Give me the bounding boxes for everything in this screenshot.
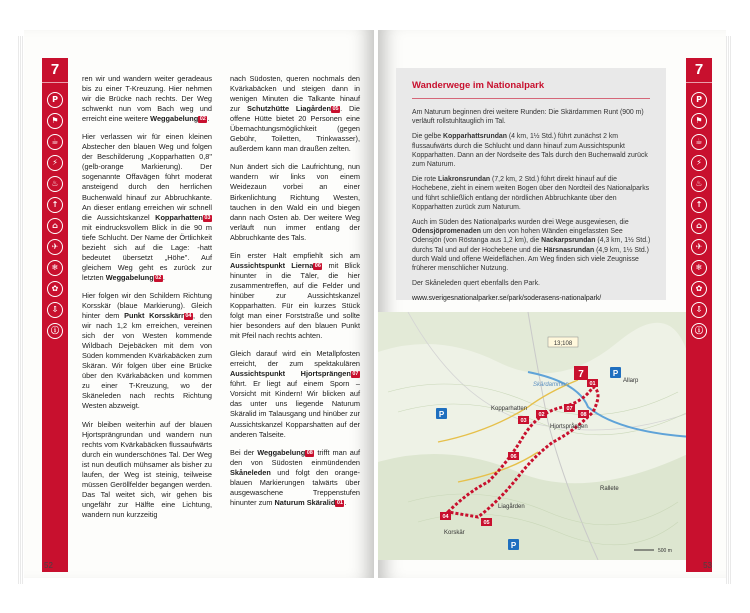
- plane-icon: ✈: [691, 239, 707, 255]
- road-number-label: 13;108: [553, 341, 573, 347]
- trail-name: Härsnasrundan: [543, 246, 595, 254]
- flag-icon: ⚑: [691, 113, 707, 129]
- waypoint-04: 04: [442, 514, 449, 520]
- waypoint-tag: 04: [185, 313, 192, 320]
- hotspring-icon: ♨: [47, 176, 63, 192]
- info-paragraph: [412, 279, 652, 288]
- plane-icon: ✈: [47, 239, 63, 255]
- left-icon-column: [42, 92, 68, 344]
- info-box-title: Wanderwege im Nationalpark: [412, 80, 545, 91]
- paragraph: [82, 291, 212, 412]
- info-box-body: [412, 108, 652, 310]
- flower-icon: ✿: [47, 281, 63, 297]
- website-link[interactable]: www.sverigesnationalparker.se/park/soderasens-nationalpark/: [412, 295, 602, 303]
- text-run: Hier verlassen wir für einen kleinen Abstecher den blauen Weg und folgen der Beschilderung „Kopparhatten 0,8" (gelb-orange Markierung). Der sogenannte Offavägen führt moderat ansteigend durch den herrlichen Buchenwald hinauf zur Abbruchkante. An dieser entlang erreichen wir schnell die Aussichtskanzel: [82, 132, 212, 222]
- bold-place-name: Weggabelung: [257, 447, 306, 457]
- waypoint-tag: 01: [336, 499, 343, 506]
- lightning-icon: ⚡: [47, 155, 63, 171]
- paragraph: [230, 74, 360, 154]
- map-label-korskar: Korskär: [444, 530, 465, 536]
- page-edge-right: [726, 36, 732, 584]
- bold-place-name: Aussichtspunkt Lierna: [230, 260, 314, 270]
- right-page: [378, 30, 726, 578]
- bold-place-name: Weggabelung: [105, 272, 154, 282]
- chapter-number: 7: [42, 58, 68, 83]
- download-icon: ⇩: [47, 302, 63, 318]
- text-run: um den von hohen Wänden eingefassten See Odensjön (von Röstanga aus 1,2 km), die: [412, 228, 623, 245]
- map-scale: 500 m: [658, 548, 672, 554]
- info-paragraph: [412, 108, 652, 126]
- bold-place-name: Naturum Skäralid: [274, 497, 336, 507]
- cafe-icon: ☕: [691, 134, 707, 150]
- text-run: ren wir und wandern weiter geradeaus bis zu einer T-Kreuzung. Hier nehmen wir die Brücke nach rechts. Der Weg schwenkt nun vom Bach weg und erreicht eine weitere: [82, 74, 212, 124]
- parking-icon: P: [438, 410, 445, 419]
- route-map: [378, 312, 692, 560]
- paragraph: [82, 74, 212, 124]
- waypoint-05: 05: [483, 520, 490, 526]
- bold-place-name: Skåneleden: [230, 467, 271, 477]
- snow-icon: ❄: [691, 260, 707, 276]
- hut-icon: ⌂: [691, 218, 707, 234]
- paragraph: [230, 162, 360, 242]
- text-run: (4,9 km, 1½ Std.) durch Wald und offene Weideflächen. Am Weg finden sich viele Zeugnisse früherer menschlicher Nutzung.: [412, 246, 649, 273]
- parking-icon: P: [612, 369, 619, 378]
- waypoint-06: 06: [510, 454, 517, 460]
- title-rule: [412, 98, 650, 99]
- paragraph: [82, 132, 212, 283]
- text-run: Die gelbe: [412, 133, 444, 141]
- waypoint-07: 07: [566, 406, 573, 412]
- text-run: Die rote: [412, 176, 439, 184]
- text-run: Bei der: [230, 447, 258, 457]
- hut-icon: ⌂: [47, 218, 63, 234]
- info-paragraph: [412, 294, 652, 303]
- waypoint-tag: 06: [314, 262, 321, 269]
- waypoint-tag: 08: [306, 449, 313, 456]
- paragraph: [230, 349, 360, 439]
- parking-icon: P: [47, 92, 63, 108]
- info-paragraph: [412, 175, 652, 212]
- text-run: nach Südosten, queren nochmals den Kvärkabäcken und steigen dann in wenigen Minuten die Talkante hinauf zur: [230, 74, 360, 114]
- map-label-allarp: Allarp: [623, 378, 639, 384]
- map-label-rallete: Rallete: [600, 486, 619, 492]
- left-chapter-sidebar: [42, 58, 68, 572]
- map-label-kopparhatten: Kopparhatten: [491, 406, 528, 412]
- text-run: (4 km, 1½ Std.) führt zunächst 2 km flussaufwärts durch die Schlucht und dann hinauf zum Aussichtspunkt Kopparhatten. Dann an der Nordseite des Tals durch den Buchenwald zurück zum Naturum.: [412, 133, 648, 169]
- text-run: Nun ändert sich die Laufrichtung, nun wandern wir links von einem Weidezaun vorbei an einer Birkenlichtung Richtung Westen, tauchen in den Wald ein und biegen dann nach Osten ab. Der weitere Weg verläuft nun immer entlang der Abbruchkante des Tals.: [230, 162, 360, 242]
- download-icon: ⇩: [691, 302, 707, 318]
- trail-name: Odensjöpromenaden: [412, 228, 481, 236]
- text-run: (7,2 km, 2 Std.) führt direkt hinauf auf die Hochebene, zieht in einem weiten Bogen über den Nordteil des Nationalparks und führt schließlich entlang der nördlichen Abbruchkante über den Kopparhatten zurück zum Naturum.: [412, 176, 650, 211]
- info-paragraph: [412, 218, 652, 273]
- map-label-skardammen: Skärdammen: [533, 382, 569, 388]
- chapter-number: 7: [686, 58, 712, 83]
- page-number-right: 53: [703, 561, 712, 570]
- text-run: trifft man auf den von Südosten einmündenden: [230, 447, 360, 467]
- right-chapter-sidebar: [686, 58, 712, 572]
- waypoint-01: 01: [589, 381, 596, 387]
- text-run: Wir bleiben weiterhin auf der blauen Hjortsprängrundan und wandern nun rechts vom Kvärkabäcken flussaufwärts durch ein wunderschönes Tal. Der Weg ist nun deutlich mühsamer als bisher zu laufen, der Weg ist steinig, teilweise müssen Geröllfelder begangen werden. Das Tal weitet sich, wir gehen bis ungefähr zur Hälfte eine Lichtung, wandern nun kurzzeitig: [82, 419, 212, 519]
- parking-icon: P: [510, 541, 517, 550]
- text-run: (4,3 km, 1½ Std.) durchs Tal und auf der Hochebene und die: [412, 237, 651, 254]
- text-run: führt. Er liegt auf einem Sporn – Vorsicht mit Kindern! Wir blicken auf das unter uns liegende Naturum Skäralid im Talausgang und hinüber zur Aussichtskanzel Kopparshatten auf der anderen Talseite.: [230, 379, 360, 439]
- page-edge-left: [18, 36, 24, 584]
- text-run: mit eindrucksvollem Blick in die 90 m tiefe Schlucht. Der Name der Örtlichkeit bezieht sich auf die Lage: -hatt bedeutet übersetzt „Höhe". Auf gleichem Weg geht es zurück zur letzten: [82, 222, 212, 282]
- text-run: .: [162, 272, 165, 282]
- text-run: , den wir nach 1,2 km erreichen, vereinen sich der von Westen kommende Wildbach Dejebäcken mit dem von Süden kommenden Kvärkabäcken zum Skäran. Wir folgen über eine Brücke über den Kvärkabäcken und kommen zu einer T-Kreuzung, wo der Skäneleden nach rechts Richtung Westen abzweigt.: [82, 311, 212, 411]
- info-paragraph: [412, 132, 652, 169]
- bold-place-name: Aussichtspunkt Hjortsprängen: [230, 369, 351, 379]
- info-icon: ⓘ: [47, 323, 63, 339]
- bold-place-name: Schutzhütte Liagården: [247, 104, 331, 114]
- waypoint-tag: 02: [199, 116, 206, 123]
- bold-place-name: Kopparhatten: [155, 212, 203, 222]
- text-run: .: [344, 497, 347, 507]
- open-book: [24, 30, 726, 590]
- waypoint-tag: 05: [332, 106, 339, 113]
- map-label-liagarden: Liagården: [498, 504, 525, 510]
- map-start-badge: 7: [578, 369, 584, 380]
- waypoint-tag: 02: [155, 274, 162, 281]
- text-run: Ein erster Halt empfiehlt sich am: [230, 250, 360, 260]
- text-column-2: [230, 74, 360, 516]
- waypoint-tag: 07: [352, 371, 359, 378]
- text-run: Hier folgen wir den Schildern Richtung Korsskär (blaue Markierung). Gleich hinter dem: [82, 290, 212, 321]
- paragraph: [230, 251, 360, 341]
- trail-name: Liakronsrundan: [438, 176, 491, 184]
- flower-icon: ✿: [691, 281, 707, 297]
- lightning-icon: ⚡: [691, 155, 707, 171]
- text-run: Gleich darauf wird ein Metallpfosten erreicht, der zum spektakulären: [230, 349, 360, 369]
- text-run: und folgt den orange-blauen Markierungen talwärts über ausgewaschene Treppenstufen hinunter zum: [230, 467, 360, 507]
- bold-place-name: Weggabelung: [150, 114, 199, 124]
- info-box: [396, 68, 666, 303]
- bold-place-name: Punkt Korsskärr: [124, 311, 184, 321]
- waypoint-tag: 03: [204, 214, 211, 221]
- paragraph: [230, 448, 360, 508]
- info-icon: ⓘ: [691, 323, 707, 339]
- map-label-hjortsprangen: Hjortsprången: [550, 424, 588, 430]
- right-icon-column: [686, 92, 712, 344]
- text-run: .: [207, 114, 210, 124]
- text-run: Am Naturum beginnen drei weitere Runden: Die Skärdammen Runt (900 m) verläuft rollstuhltauglich im Tal.: [412, 109, 644, 126]
- page-number-left: 52: [44, 561, 53, 570]
- waypoint-02: 02: [538, 412, 545, 418]
- text-run: Auch im Süden des Nationalparks wurden drei Wege ausgewiesen, die: [412, 219, 629, 227]
- text-column-1: [82, 74, 212, 528]
- waypoint-03: 03: [520, 418, 527, 424]
- snow-icon: ❄: [47, 260, 63, 276]
- arrow-up-icon: ↑: [47, 197, 63, 213]
- trail-name: Nackarpsrundan: [541, 237, 596, 245]
- text-run: . Die offene Hütte bietet 20 Personen eine Übernachtungsmöglichkeit (gegen Gebühr, Toiletten, Trinkwasser), außerdem kann man draußen zelten.: [230, 104, 360, 154]
- trail-name: Kopparhattsrundan: [443, 133, 507, 141]
- parking-icon: P: [691, 92, 707, 108]
- flag-icon: ⚑: [47, 113, 63, 129]
- left-page: [24, 30, 374, 578]
- text-run: mit Blick hinunter in die Täler, die hier zusammentreffen, auf die Felder und hinüber zur Aussichtskanzel Kopparhatten. Für ein kurzes Stück folgt man einer Forststraße und sollte hier besonders auf den blauen Punkt mit Pfeil nach rechts achten.: [230, 260, 360, 341]
- arrow-up-icon: ↑: [691, 197, 707, 213]
- hotspring-icon: ♨: [691, 176, 707, 192]
- text-run: Der Skåneleden quert ebenfalls den Park.: [412, 280, 540, 288]
- paragraph: [82, 420, 212, 520]
- cafe-icon: ☕: [47, 134, 63, 150]
- waypoint-08: 08: [580, 412, 587, 418]
